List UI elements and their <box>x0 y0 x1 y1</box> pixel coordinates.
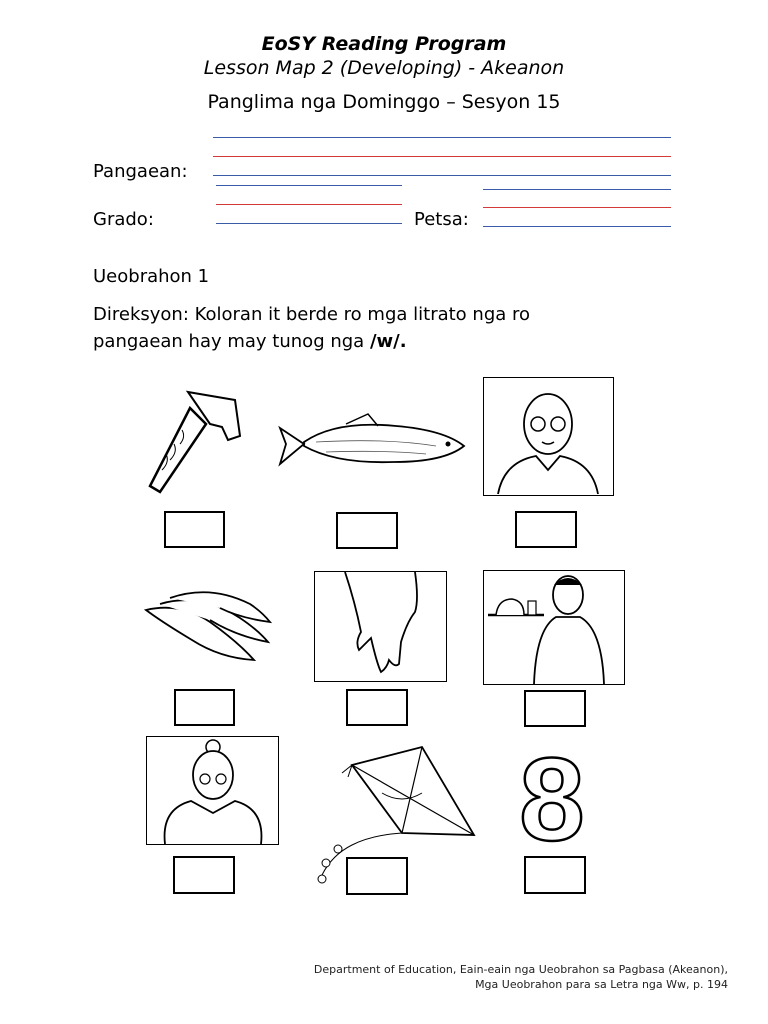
footer-line-1: Department of Education, Eain-eain nga Ueobrahon sa Pagbasa (Akeanon), <box>313 963 728 976</box>
answer-box-waiter[interactable] <box>524 690 586 727</box>
directions-line-1: Direksyon: Koloran it berde ro mga litrato nga ro <box>93 304 531 325</box>
answer-box-hand[interactable] <box>346 689 408 726</box>
answer-box-old-man[interactable] <box>515 511 577 548</box>
waiter-drawing <box>484 571 624 684</box>
axe-picture <box>140 382 260 502</box>
bananas-picture <box>140 582 272 672</box>
answer-box-axe[interactable] <box>164 511 225 548</box>
name-line-bottom <box>213 175 671 176</box>
target-sound: /w/. <box>369 331 407 352</box>
date-label: Petsa: <box>414 209 469 230</box>
old-man-drawing <box>484 378 613 495</box>
name-line-red <box>213 156 671 157</box>
grade-label: Grado: <box>93 209 154 230</box>
old-man-picture <box>483 377 614 496</box>
date-line-red <box>483 207 671 208</box>
footer-citation <box>314 962 728 992</box>
grade-line-bottom <box>216 223 402 224</box>
grandmother-drawing <box>147 737 278 844</box>
number-eight-picture <box>512 748 592 848</box>
hand-picture <box>314 571 447 682</box>
activity-heading: Ueobrahon 1 <box>93 266 210 287</box>
grade-line-red <box>216 204 402 205</box>
date-line-top <box>483 189 671 190</box>
answer-box-eight[interactable] <box>524 856 586 894</box>
number-eight-glyph: 8 <box>519 748 585 848</box>
directions <box>93 301 653 355</box>
footer-line-2: Mga Ueobrahon para sa Letra nga Ww, p. 194 <box>475 978 728 991</box>
session-title: Panglima nga Dominggo – Sesyon 15 <box>207 91 561 113</box>
answer-box-bananas[interactable] <box>174 689 235 726</box>
directions-line-2: pangaean hay may tunog nga /w/. <box>93 331 407 352</box>
waiter-picture <box>483 570 625 685</box>
hand-drawing <box>315 572 446 681</box>
lesson-map-subtitle: Lesson Map 2 (Developing) - Akeanon <box>203 57 565 79</box>
answer-box-grandmother[interactable] <box>173 856 235 894</box>
answer-box-kite[interactable] <box>346 857 408 895</box>
grade-line-top <box>216 185 402 186</box>
date-line-bottom <box>483 226 671 227</box>
answer-box-fish[interactable] <box>336 512 398 549</box>
worksheet-title: EoSY Reading Program <box>261 33 507 55</box>
name-line-top <box>213 137 671 138</box>
fish-picture <box>276 412 468 474</box>
grandmother-picture <box>146 736 279 845</box>
name-label: Pangaean: <box>93 161 188 182</box>
